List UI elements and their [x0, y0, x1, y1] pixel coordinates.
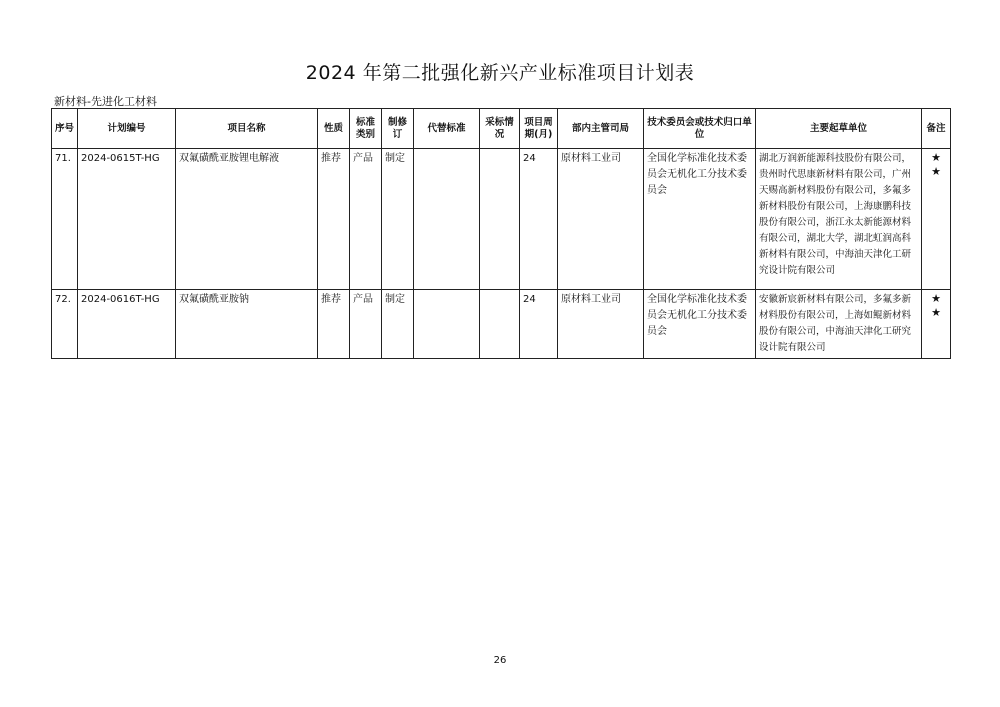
header-revision: 制修订	[382, 109, 414, 149]
cell-replaces	[414, 149, 480, 290]
cell-dept: 原材料工业司	[558, 149, 644, 290]
header-committee: 技术委员会或技术归口单位	[644, 109, 756, 149]
cell-std-type: 产品	[350, 290, 382, 359]
cell-committee: 全国化学标准化技术委员会无机化工分技术委员会	[644, 149, 756, 290]
page-number: 26	[493, 655, 507, 666]
cell-nature: 推荐	[318, 290, 350, 359]
cell-committee: 全国化学标准化技术委员会无机化工分技术委员会	[644, 290, 756, 359]
cell-dept: 原材料工业司	[558, 290, 644, 359]
cell-period: 24	[520, 290, 558, 359]
header-dept: 部内主管司局	[558, 109, 644, 149]
page-title: 2024 年第二批强化新兴产业标准项目计划表	[305, 62, 695, 84]
header-nature: 性质	[318, 109, 350, 149]
cell-period: 24	[520, 149, 558, 290]
cell-seq: 71.	[52, 149, 78, 290]
cell-drafters: 安徽新宸新材料有限公司，多氟多新材料股份有限公司，上海如鲲新材料股份有限公司，中海油天津化工研究设计院有限公司	[756, 290, 922, 359]
cell-revision: 制定	[382, 290, 414, 359]
header-std-type: 标准类别	[350, 109, 382, 149]
cell-plan-no: 2024-0615T-HG	[78, 149, 176, 290]
header-name: 项目名称	[176, 109, 318, 149]
cell-drafters: 湖北万润新能源科技股份有限公司，贵州时代思康新材料有限公司，广州天赐高新材料股份有限公司，多氟多新材料股份有限公司，上海康鹏科技股份有限公司，浙江永太新能源材料有限公司，湖北大学，湖北虹润高科新材料有限公司，中海油天津化工研究设计院有限公司	[756, 149, 922, 290]
star-icon: ★	[931, 151, 941, 164]
cell-adoption	[480, 149, 520, 290]
cell-revision: 制定	[382, 149, 414, 290]
header-replaces: 代替标准	[414, 109, 480, 149]
header-plan-no: 计划编号	[78, 109, 176, 149]
cell-adoption	[480, 290, 520, 359]
cell-notes	[922, 290, 951, 359]
header-notes: 备注	[922, 109, 951, 149]
star-icon: ★	[931, 306, 941, 319]
cell-replaces	[414, 290, 480, 359]
cell-plan-no: 2024-0616T-HG	[78, 290, 176, 359]
header-seq: 序号	[52, 109, 78, 149]
header-period: 项目周期(月)	[520, 109, 558, 149]
header-adoption: 采标情况	[480, 109, 520, 149]
plan-table	[51, 108, 951, 359]
section-label: 新材料-先进化工材料	[54, 95, 157, 108]
cell-seq: 72.	[52, 290, 78, 359]
cell-name: 双氟磺酰亚胺钠	[176, 290, 318, 359]
cell-std-type: 产品	[350, 149, 382, 290]
star-icon: ★	[931, 165, 941, 178]
cell-name: 双氟磺酰亚胺锂电解液	[176, 149, 318, 290]
cell-nature: 推荐	[318, 149, 350, 290]
cell-notes	[922, 149, 951, 290]
header-drafters: 主要起草单位	[756, 109, 922, 149]
table-row	[52, 290, 951, 359]
table-header-row	[52, 109, 951, 149]
star-icon: ★	[931, 292, 941, 305]
table-row	[52, 149, 951, 290]
